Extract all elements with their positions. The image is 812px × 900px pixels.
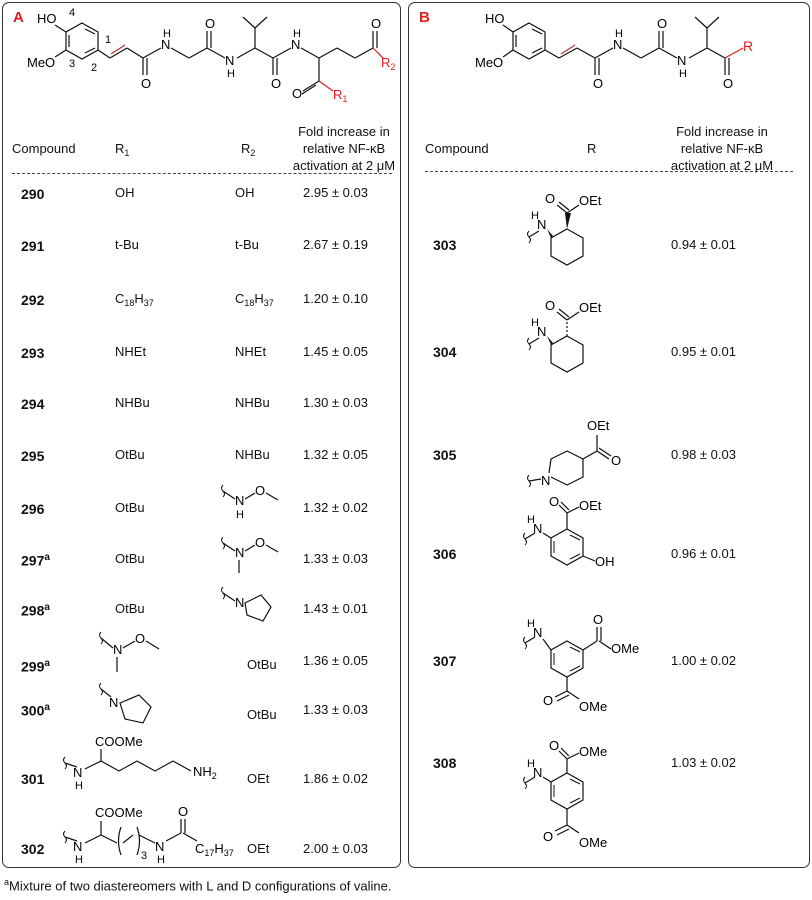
coome-label: COOMe [95,734,143,749]
n-atom: N [533,521,543,536]
header-divider-b [425,171,793,172]
r2-value: NHBu [235,447,270,462]
r-cyclohexyl-ester-structure [519,290,659,390]
panel-b [408,2,810,868]
scaffold-a-n3: N [291,37,301,52]
scaffold-a-o2: O [205,16,216,31]
r2-weinreb-nme-structure [215,533,290,578]
compound-id: 302 [21,841,45,857]
fold-value: 1.36 ± 0.05 [303,653,368,668]
r2-value: $C_{18}H_{37}$ [235,291,274,308]
fold-value: 0.98 ± 0.03 [671,447,736,462]
r-terephthalate-structure [519,737,679,862]
c17h37-label: $C_{17}H_{37}$ [195,841,234,858]
r1-pyrrolidine-structure [93,679,173,729]
o-atom: O [135,631,146,646]
header-fold-b: Fold increase in relative NF-κB activation at 2 μM [670,124,774,173]
o-atom: O [545,298,556,313]
r2-value: OEt [247,841,270,856]
n-atom: N [537,217,547,232]
scaffold-b-o2: O [657,16,668,31]
r1-value: NHBu [115,395,150,410]
compound-id: 300$^a$ [21,702,50,719]
scaffold-b-ho: HO [485,11,505,26]
scaffold-a-o3: O [271,76,282,91]
r1-value: OtBu [115,500,145,515]
fold-value: 2.95 ± 0.03 [303,185,368,200]
h-atom: H [157,854,165,866]
compound-id: 291 [21,238,45,254]
oet-label: OEt [579,193,602,208]
scaffold-a-o1: O [141,76,152,91]
header-fold-a: Fold increase in relative NF-κB activation at 2 μM [292,124,396,173]
o-atom: O [543,829,554,844]
oet-label: OEt [579,498,602,513]
coome-label: COOMe [95,805,143,820]
r2-value: NHEt [235,344,267,359]
compound-id: 308 [433,755,457,771]
scaffold-a-n2: N [225,53,235,68]
r1-value: NHEt [115,344,147,359]
o-atom: O [545,191,556,206]
scaffold-b-h2: H [679,68,687,80]
r-piperidine-ester-structure [519,397,659,497]
nh2-label: $NH_2$ [193,764,217,781]
n-atom: N [537,324,547,339]
compound-id: 297$^a$ [21,552,50,569]
compound-id: 299$^a$ [21,658,50,675]
panel-a [2,2,401,868]
r1-weinreb-nme-structure [93,628,173,683]
header-compound-b: Compound [425,141,489,156]
h-atom: H [527,514,535,526]
scaffold-a-h2: H [227,68,235,80]
scaffold-b-n1: N [613,37,623,52]
panel-b-label: B [419,9,430,26]
scaffold-a-n1: N [161,37,171,52]
header-divider-a [12,173,392,174]
o-atom: O [255,535,266,550]
compound-id: 304 [433,344,457,360]
n-atom: N [73,765,83,780]
r2-value: OH [235,185,255,200]
r2-weinreb-nh-structure [215,481,290,523]
r1-value: t-Bu [115,237,139,252]
compound-id: 290 [21,186,45,202]
scaffold-a-pos2: 2 [91,62,98,74]
r1-value: OH [115,185,135,200]
n-atom: N [541,473,551,488]
header-r1: $R_1$ [115,141,130,158]
fold-value: 1.86 ± 0.02 [303,771,368,786]
scaffold-a-pos3: 3 [69,58,76,70]
n-atom: N [235,595,245,610]
h-atom: H [527,758,535,770]
scaffold-b-o3: O [723,76,734,91]
fold-value: 2.67 ± 0.19 [303,237,368,252]
h-atom: H [531,317,539,329]
scaffold-b-meo: MeO [475,55,504,70]
o-atom: O [543,693,554,708]
compound-id: 294 [21,396,45,412]
o-atom: O [178,804,189,819]
fold-value: 1.30 ± 0.03 [303,395,368,410]
r1-value: OtBu [115,447,145,462]
scaffold-a-pos4: 4 [69,7,76,19]
h-atom: H [527,618,535,630]
r1-value: OtBu [115,551,145,566]
scaffold-a-o5: O [292,86,303,101]
h-atom: H [75,780,83,792]
scaffold-b-o1: O [593,76,604,91]
fold-value: 1.32 ± 0.02 [303,500,368,515]
oet-label: OEt [587,418,610,433]
scaffold-a-o4: O [371,16,382,31]
compound-id: 295 [21,448,45,464]
o-atom: O [611,453,622,468]
h-atom: H [236,509,244,521]
scaffold-a-r2: $R_2$ [381,55,396,72]
r-cyclohexyl-ester-structure [519,183,659,283]
fold-value: 0.95 ± 0.01 [671,344,736,359]
compound-id: 307 [433,653,457,669]
ome-label: OMe [579,744,608,759]
r1-stearoyl-lysine-structure [59,803,241,869]
compound-id: 303 [433,237,457,253]
footnote: $^a$Mixture of two diastereomers with L and D configurations of valine. [4,877,392,894]
ome-label: OMe [579,835,608,850]
compound-id: 301 [21,771,45,787]
fold-value: 1.03 ± 0.02 [671,755,736,770]
scaffold-a-ho: HO [37,11,57,26]
fold-value: 1.33 ± 0.03 [303,702,368,717]
r-isophthalate-structure [519,603,679,723]
fold-value: 1.45 ± 0.05 [303,344,368,359]
fold-value: 1.20 ± 0.10 [303,291,368,306]
compound-id: 298$^a$ [21,602,50,619]
scaffold-a-meo: MeO [27,55,56,70]
o-atom: O [549,497,560,509]
r2-value: OEt [247,771,270,786]
o-atom: O [255,483,266,498]
o-atom: O [549,738,560,753]
n-atom: N [235,493,245,508]
header-r2: $R_2$ [241,141,256,158]
scaffold-b-structure [409,3,811,98]
scaffold-a-pos1: 1 [105,34,112,46]
compound-id: 292 [21,292,45,308]
scaffold-b-r: R [743,38,754,54]
scaffold-a-structure [3,3,402,113]
r2-pyrrolidine-structure [215,583,290,628]
fold-value: 1.32 ± 0.05 [303,447,368,462]
fold-value: 1.33 ± 0.03 [303,551,368,566]
scaffold-a-h3: H [293,28,301,40]
n-atom: N [533,625,543,640]
scaffold-b-n2: N [677,53,687,68]
r2-value: NHBu [235,395,270,410]
r2-value: t-Bu [235,237,259,252]
n-atom: N [73,839,83,854]
r1-value: OtBu [115,601,145,616]
r1-value: $C_{18}H_{37}$ [115,291,154,308]
scaffold-a-h1: H [163,28,171,40]
r1-lysine-structure [59,733,239,793]
ome-label: OMe [579,699,608,714]
compound-id: 293 [21,345,45,361]
compound-id: 306 [433,546,457,562]
n-atom: N [235,545,245,560]
compound-id: 296 [21,501,45,517]
r-hydroxybenzoate-structure [519,497,669,597]
panel-a-label: A [13,9,24,26]
n-atom: N [109,695,119,710]
n-atom: N [155,839,165,854]
n-atom: N [533,765,543,780]
ome-label: OMe [611,641,640,656]
r2-value: OtBu [247,657,277,672]
oet-label: OEt [579,300,602,315]
oh-label: OH [595,554,615,569]
scaffold-b-h1: H [615,28,623,40]
header-compound-a: Compound [12,141,76,156]
n-atom: N [113,642,123,657]
h-atom: H [531,210,539,222]
h-atom: H [75,854,83,866]
repeat-count: 3 [141,850,148,862]
r2-value: OtBu [247,707,277,722]
compound-id: 305 [433,447,457,463]
header-r: R [587,141,597,156]
fold-value: 0.94 ± 0.01 [671,237,736,252]
fold-value: 1.43 ± 0.01 [303,601,368,616]
scaffold-a-r1: $R_1$ [333,87,348,104]
fold-value: 0.96 ± 0.01 [671,546,736,561]
fold-value: 2.00 ± 0.03 [303,841,368,856]
fold-value: 1.00 ± 0.02 [671,653,736,668]
o-atom: O [593,612,604,627]
